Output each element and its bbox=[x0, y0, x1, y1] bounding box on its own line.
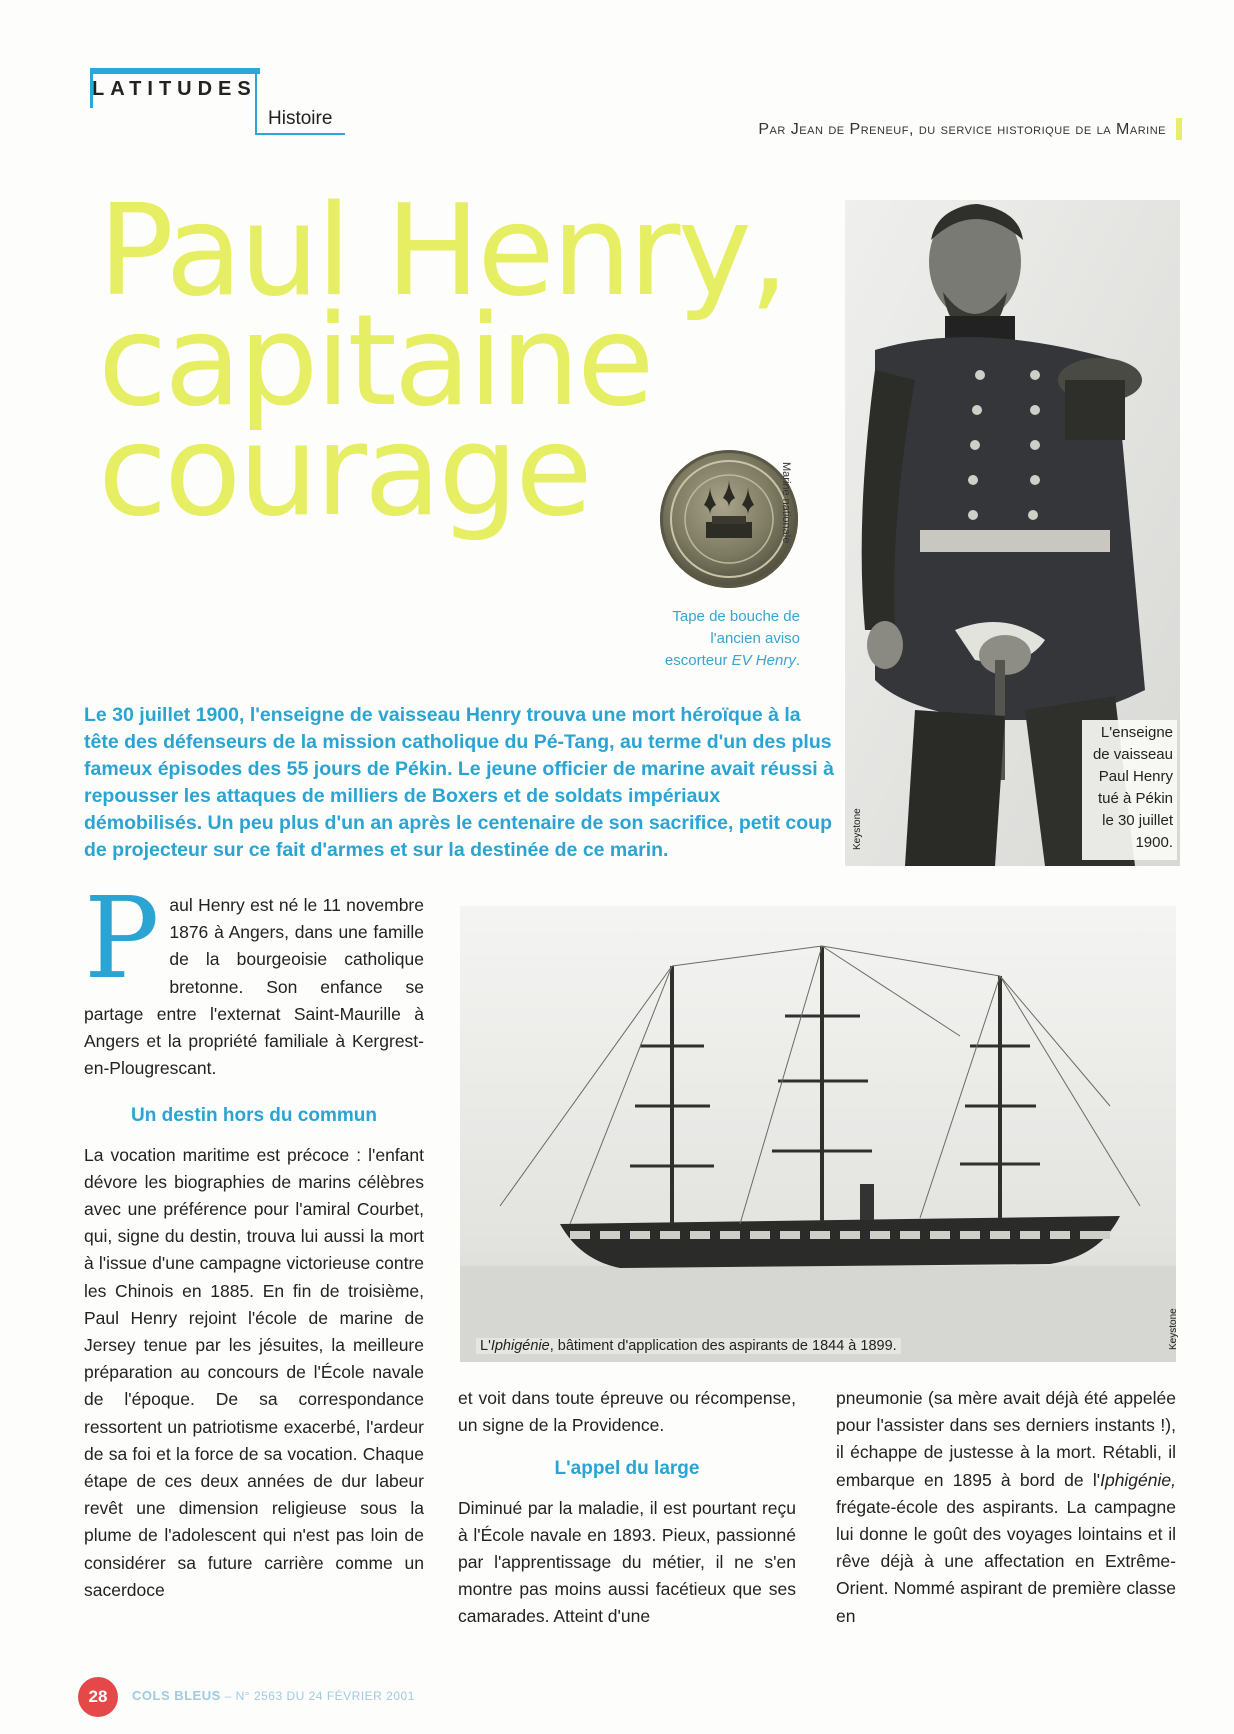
body-paragraph-1: Paul Henry est né le 11 novembre 1876 à Angers, dans une famille de la bourgeoisie catholique bretonne. Son enfance se partage entre l'externat Saint-Maurille à Angers et la propriété familiale à Kergrest-en-Plougrescant. bbox=[84, 874, 424, 1079]
footer-publication: COLS BLEUS – N° 2563 DU 24 FÉVRIER 2001 bbox=[132, 1688, 415, 1703]
body-column-2 bbox=[458, 1385, 796, 1631]
lead-paragraph: Le 30 juillet 1900, l'enseigne de vaisseau Henry trouva une mort héroïque à la tête des défenseurs de la mission catholique du Pé-Tang, au terme d'un des plus fameux épisodes des 55 jours de Pékin. Le jeune officier de marine avait réussi à repousser les attaques de milliers de Boxers et de soldats impériaux démobilisés. Un peu plus d'un an après le centenaire de son sacrifice, petit coup de projecteur sur ce fait d'armes et sur la destinée de ce marin. bbox=[84, 704, 834, 861]
medal-photo-credit: Marine nationale bbox=[780, 462, 792, 544]
body-paragraph-3: et voit dans toute épreuve ou récompense, un signe de la Providence. bbox=[458, 1388, 796, 1436]
title-line-1: Paul Henry, bbox=[98, 177, 786, 324]
body-paragraph-5: pneumonie (sa mère avait déjà été appelée pour l'assister dans ses derniers instants !), il échappe de justesse à la mort. Rétabli, il embarque en 1895 à bord de l'Iphigénie, frégate-école des aspirants. La campagne lui donne le goût des voyages lointains et il rêve déjà à une affectation en Extrême-Orient. Nommé aspirant de première classe en bbox=[836, 1388, 1176, 1626]
medal-caption: Tape de bouche de l'ancien aviso escorteur EV Henry. bbox=[664, 608, 800, 669]
tampion-medal-image bbox=[660, 450, 798, 588]
ship-photo bbox=[460, 906, 1176, 1362]
subheading-1: Un destin hors du commun bbox=[131, 1105, 377, 1127]
title-line-2: capitaine bbox=[98, 287, 652, 434]
subsection-underline bbox=[255, 133, 345, 135]
drop-cap: P bbox=[84, 874, 160, 1004]
body-column-3 bbox=[836, 1385, 1176, 1630]
body-paragraph-4: Diminué par la maladie, il est pourtant reçu à l'École navale en 1893. Pieux, passionné par l'apprentissage du métier, il ne s'en montre pas moins aussi facétieux que ses camarades. Atteint d'une bbox=[458, 1497, 796, 1627]
subheading-2: L'appel du large bbox=[554, 1458, 700, 1480]
section-label: LATITUDES bbox=[92, 78, 257, 100]
body-column-1 bbox=[84, 874, 424, 1604]
subsection-label: Histoire bbox=[268, 108, 333, 129]
portrait-photo-credit: Keystone bbox=[852, 808, 863, 850]
page-number: 28 bbox=[78, 1677, 118, 1717]
ship-photo-credit: Keystone bbox=[1168, 1308, 1179, 1350]
ship-caption: L'Iphigénie, bâtiment d'application des aspirants de 1844 à 1899. bbox=[476, 1338, 901, 1354]
byline: Par Jean de Preneuf, du service historique de la Marine bbox=[758, 121, 1166, 138]
byline-marker bbox=[1176, 118, 1182, 140]
title-line-3: courage bbox=[98, 397, 590, 544]
portrait-caption: L'enseigne de vaisseau Paul Henry tué à Pékin le 30 juillet 1900. bbox=[1082, 720, 1177, 860]
body-paragraph-2: La vocation maritime est précoce : l'enfant dévore les biographies de marins célèbres avec une préférence pour l'amiral Courbet, qui, signe du destin, trouva lui aussi la mort à l'issue d'une campagne victorieuse contre les Chinois en 1885. En fin de troisième, Paul Henry rejoint l'école de marine de Jersey tenue par les jésuites, la meilleure préparation au concours de l'École navale de l'époque. De sa correspondance ressortent un patriotisme exacerbé, l'ardeur de sa foi et la force de sa vocation. Chaque étape de ces deux années de dur labeur revêt une dimension religieuse sous la plume de l'adolescent qui n'est pas loin de considérer sa future carrière comme un sacerdoce bbox=[84, 1144, 424, 1600]
